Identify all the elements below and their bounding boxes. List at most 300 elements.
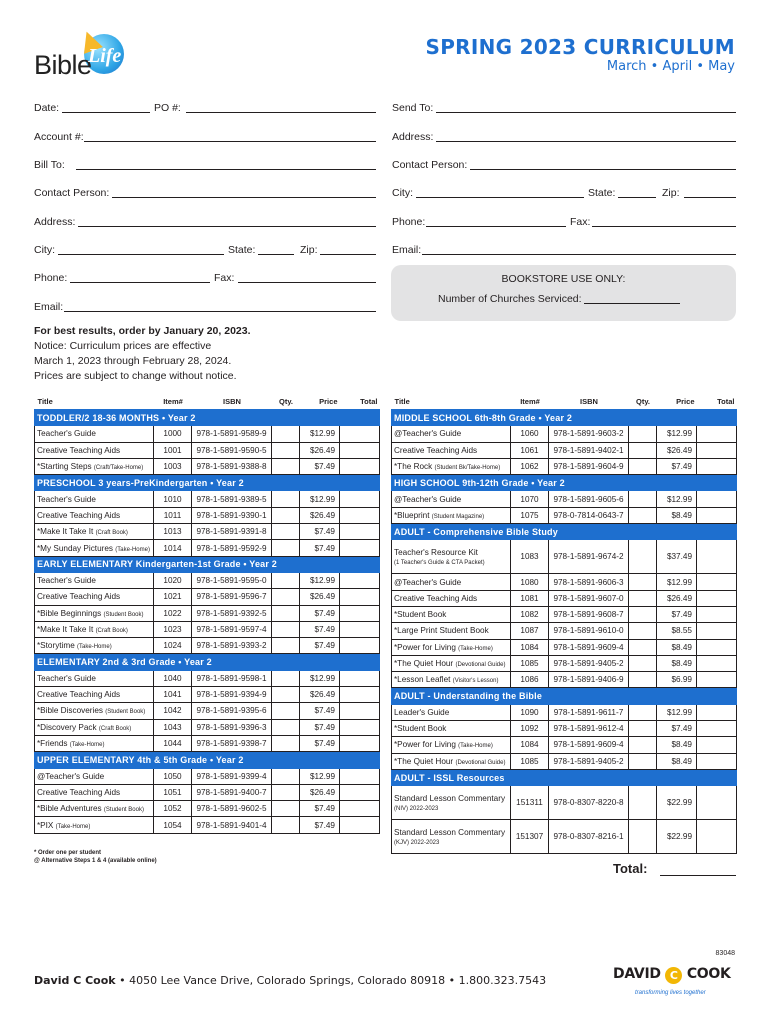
item-number: 151311: [511, 786, 549, 820]
table-row: [392, 786, 737, 820]
qty-input[interactable]: [629, 574, 657, 590]
line-total-input[interactable]: [340, 524, 380, 540]
qty-input[interactable]: [629, 540, 657, 574]
product-title-cell: [35, 735, 154, 751]
city-field[interactable]: [58, 254, 224, 255]
line-total-input[interactable]: [340, 442, 380, 458]
qty-input[interactable]: [272, 491, 300, 507]
qty-input[interactable]: [272, 719, 300, 735]
product-title: *Lesson Leaflet: [394, 675, 451, 685]
david-c-cook-logo: [613, 966, 731, 984]
dc-logo-c: C: [665, 967, 682, 984]
table-row: [392, 606, 737, 622]
table-row: [392, 442, 737, 458]
product-title-cell: [392, 507, 511, 523]
isbn: 978-1-5891-9598-1: [192, 670, 272, 686]
line-total-input[interactable]: [340, 703, 380, 719]
price: $7.49: [657, 606, 697, 622]
ship-fax-label: Fax:: [570, 216, 591, 228]
qty-input[interactable]: [272, 442, 300, 458]
product-note: (Devotional Guide): [455, 662, 506, 668]
col-title: Title: [394, 397, 410, 406]
product-note: (Student Book): [105, 709, 146, 716]
line-total-input[interactable]: [697, 590, 737, 606]
product-note: (Take-Home): [69, 742, 105, 749]
bookstore-title: BOOKSTORE USE ONLY:: [501, 273, 626, 285]
logo-word: Bible: [34, 50, 92, 80]
qty-input[interactable]: [629, 655, 657, 671]
churches-label: Number of Churches Serviced:: [438, 293, 582, 305]
line-total-input[interactable]: [340, 621, 380, 637]
isbn: 978-1-5891-9590-5: [192, 442, 272, 458]
section-heading: ADULT - ISSL Resources: [392, 769, 737, 785]
product-title: Creative Teaching Aids: [37, 510, 121, 520]
product-title-cell: [392, 426, 511, 442]
table-row: [392, 655, 737, 671]
product-title: Creative Teaching Aids: [37, 690, 121, 700]
qty-input[interactable]: [272, 817, 300, 833]
isbn: 978-1-5891-9395-6: [192, 703, 272, 719]
product-title-cell: [392, 590, 511, 606]
product-title: Creative Teaching Aids: [37, 787, 121, 797]
isbn: 978-1-5891-9406-9: [549, 672, 629, 688]
isbn: 978-1-5891-9612-4: [549, 721, 629, 737]
account-label: Account #:: [34, 131, 84, 143]
page-subtitle: March • April • May: [606, 59, 735, 74]
col-isbn: ISBN: [580, 397, 598, 406]
date-field[interactable]: [62, 112, 150, 113]
isbn: 978-1-5891-9393-2: [192, 638, 272, 654]
line-total-input[interactable]: [697, 820, 737, 854]
product-note: (Student Bk/Take-Home): [434, 465, 501, 472]
send-to-label: Send To:: [392, 102, 434, 114]
qty-input[interactable]: [272, 801, 300, 817]
qty-input[interactable]: [629, 737, 657, 753]
item-number: 1020: [154, 572, 192, 588]
product-title: *Power for Living: [394, 642, 456, 652]
zip-field[interactable]: [320, 254, 376, 255]
product-title-cell: [35, 458, 154, 474]
item-number: 1013: [154, 524, 192, 540]
qty-input[interactable]: [272, 589, 300, 605]
isbn: 978-1-5891-9402-1: [549, 442, 629, 458]
table-row: [35, 784, 380, 800]
isbn: 978-1-5891-9400-7: [192, 784, 272, 800]
price: $7.49: [300, 817, 340, 833]
footer-company: David C Cook: [34, 974, 116, 987]
product-title-cell: [392, 639, 511, 655]
line-total-input[interactable]: [340, 801, 380, 817]
product-title: *Student Book: [394, 724, 447, 734]
line-total-input[interactable]: [697, 491, 737, 507]
line-total-input[interactable]: [340, 670, 380, 686]
line-total-input[interactable]: [697, 704, 737, 720]
contact-field[interactable]: [112, 197, 376, 198]
product-title-cell: [35, 540, 154, 556]
isbn: 978-1-5891-9401-4: [192, 817, 272, 833]
state-field[interactable]: [258, 254, 294, 255]
section-header-row: [35, 752, 380, 768]
table-row: [35, 426, 380, 442]
price: $8.55: [657, 623, 697, 639]
product-note: (Take-Home): [55, 823, 91, 830]
line-total-input[interactable]: [340, 572, 380, 588]
line-total-input[interactable]: [340, 426, 380, 442]
section-header-row: [35, 556, 380, 572]
product-title: *The Quiet Hour: [394, 659, 454, 668]
product-title: @Teacher's Guide: [394, 577, 462, 587]
product-title: *Storytime: [37, 641, 75, 651]
phone-field[interactable]: [70, 282, 210, 283]
qty-input[interactable]: [272, 507, 300, 523]
qty-input[interactable]: [629, 753, 657, 769]
line-total-input[interactable]: [340, 784, 380, 800]
item-number: 1054: [154, 817, 192, 833]
section-heading: TODDLER/2 18-36 MONTHS • Year 2: [35, 410, 380, 426]
grand-total-field[interactable]: [660, 875, 736, 876]
qty-input[interactable]: [272, 687, 300, 703]
table-row: [392, 737, 737, 753]
qty-input[interactable]: [272, 735, 300, 751]
price: $26.49: [300, 687, 340, 703]
line-total-input[interactable]: [697, 672, 737, 688]
isbn: 978-1-5891-9390-1: [192, 507, 272, 523]
isbn: 978-1-5891-9603-2: [549, 426, 629, 442]
line-total-input[interactable]: [340, 768, 380, 784]
product-note: (Devotional Guide): [455, 759, 506, 766]
product-title: Teacher's Guide: [37, 576, 96, 586]
item-number: 1041: [154, 687, 192, 703]
product-title-cell: [35, 670, 154, 686]
qty-input[interactable]: [272, 540, 300, 556]
ship-city-field[interactable]: [416, 197, 584, 198]
table-row: [392, 574, 737, 590]
ship-address-field[interactable]: [436, 141, 736, 142]
qty-input[interactable]: [629, 704, 657, 720]
churches-field[interactable]: [584, 303, 680, 304]
price: $12.99: [300, 572, 340, 588]
bill-to-field[interactable]: [76, 169, 376, 170]
price: $7.49: [300, 621, 340, 637]
page-title: SPRING 2023 CURRICULUM: [425, 35, 735, 59]
product-note: (NIV) 2022-2023: [394, 805, 439, 812]
table-row: [35, 735, 380, 751]
line-total-input[interactable]: [340, 817, 380, 833]
line-total-input[interactable]: [697, 786, 737, 820]
isbn: 978-1-5891-9596-7: [192, 589, 272, 605]
section-header-row: [35, 654, 380, 670]
address-label: Address:: [34, 216, 76, 228]
ship-zip-field[interactable]: [684, 197, 736, 198]
isbn: 978-1-5891-9674-2: [549, 540, 629, 574]
qty-input[interactable]: [272, 670, 300, 686]
product-title-cell: [35, 524, 154, 540]
ship-contact-field[interactable]: [470, 169, 736, 170]
qty-input[interactable]: [629, 491, 657, 507]
line-total-input[interactable]: [340, 540, 380, 556]
qty-input[interactable]: [272, 426, 300, 442]
isbn: 978-1-5891-9398-7: [192, 735, 272, 751]
col-item: Item#: [163, 397, 183, 406]
isbn: 978-1-5891-9396-3: [192, 719, 272, 735]
product-title: Creative Teaching Aids: [37, 445, 121, 455]
line-total-input[interactable]: [697, 540, 737, 574]
ship-state-field[interactable]: [618, 197, 656, 198]
dc-logo-right: COOK: [686, 966, 731, 982]
line-total-input[interactable]: [697, 753, 737, 769]
product-title: Creative Teaching Aids: [394, 445, 478, 455]
item-number: 1014: [154, 540, 192, 556]
qty-input[interactable]: [272, 524, 300, 540]
product-note: (KJV) 2022-2023: [394, 839, 440, 846]
table-row: [392, 721, 737, 737]
qty-input[interactable]: [629, 721, 657, 737]
table-row: [35, 768, 380, 784]
col-title: Title: [37, 397, 53, 406]
item-number: 1003: [154, 458, 192, 474]
address-field[interactable]: [78, 226, 376, 227]
product-title-cell: [35, 426, 154, 442]
item-number: 1001: [154, 442, 192, 458]
product-title: *Power for Living: [394, 740, 456, 750]
item-number: 1085: [511, 753, 549, 769]
product-title-cell: [35, 621, 154, 637]
line-total-input[interactable]: [697, 574, 737, 590]
line-total-input[interactable]: [340, 735, 380, 751]
item-number: 1087: [511, 623, 549, 639]
city-label: City:: [34, 244, 55, 256]
line-total-input[interactable]: [697, 623, 737, 639]
line-total-input[interactable]: [340, 589, 380, 605]
table-row: [392, 704, 737, 720]
product-title-cell: [35, 687, 154, 703]
notice-line-2: March 1, 2023 through February 28, 2024.: [34, 355, 232, 367]
product-note: (Craft Book): [95, 530, 128, 537]
section-header-row: [392, 410, 737, 426]
table-row: [35, 589, 380, 605]
price: $26.49: [300, 784, 340, 800]
line-total-input[interactable]: [697, 721, 737, 737]
line-total-input[interactable]: [340, 605, 380, 621]
qty-input[interactable]: [272, 784, 300, 800]
product-title-cell: [35, 784, 154, 800]
product-title: @Teacher's Guide: [394, 494, 462, 504]
table-row: [392, 491, 737, 507]
qty-input[interactable]: [629, 507, 657, 523]
qty-input[interactable]: [272, 768, 300, 784]
price: $7.49: [300, 458, 340, 474]
price: $26.49: [300, 507, 340, 523]
line-total-input[interactable]: [697, 655, 737, 671]
send-to-field[interactable]: [436, 112, 736, 113]
qty-input[interactable]: [272, 605, 300, 621]
line-total-input[interactable]: [340, 638, 380, 654]
dc-tagline: transforming lives together: [635, 990, 706, 996]
ship-zip-label: Zip:: [662, 187, 680, 199]
qty-input[interactable]: [629, 590, 657, 606]
fax-field[interactable]: [238, 282, 376, 283]
zip-label: Zip:: [300, 244, 318, 256]
section-heading: EARLY ELEMENTARY Kindergarten-1st Grade • Year 2: [35, 556, 380, 572]
item-number: 1060: [511, 426, 549, 442]
form-code: 83048: [715, 950, 735, 957]
product-title-cell: [392, 442, 511, 458]
product-note: (Take-Home): [458, 645, 493, 652]
table-row: [392, 820, 737, 854]
product-title: Teacher's Resource Kit: [394, 547, 478, 557]
email-field[interactable]: [64, 311, 376, 312]
product-title-cell: [35, 491, 154, 507]
product-title-cell: [35, 507, 154, 523]
isbn: 978-1-5891-9606-3: [549, 574, 629, 590]
item-number: 1050: [154, 768, 192, 784]
product-title-cell: [35, 605, 154, 621]
col-qty: Qty.: [635, 397, 651, 406]
item-number: 1086: [511, 672, 549, 688]
line-total-input[interactable]: [340, 687, 380, 703]
qty-input[interactable]: [629, 442, 657, 458]
product-title-cell: [35, 442, 154, 458]
line-total-input[interactable]: [697, 458, 737, 474]
qty-input[interactable]: [272, 572, 300, 588]
item-number: 1080: [511, 574, 549, 590]
price: $12.99: [657, 704, 697, 720]
product-title: *Student Book: [394, 610, 447, 620]
table-row: [35, 638, 380, 654]
product-title: *My Sunday Pictures: [37, 543, 113, 553]
section-header-row: [35, 410, 380, 426]
price: $26.49: [300, 442, 340, 458]
item-number: 1090: [511, 704, 549, 720]
price: $7.49: [300, 638, 340, 654]
product-note: (Student Book): [103, 611, 144, 618]
item-number: 1092: [511, 721, 549, 737]
item-number: 1021: [154, 589, 192, 605]
qty-input[interactable]: [629, 639, 657, 655]
product-title-cell: [392, 753, 511, 769]
line-total-input[interactable]: [697, 639, 737, 655]
qty-input[interactable]: [629, 786, 657, 820]
price: $8.49: [657, 753, 697, 769]
product-title: Standard Lesson Commentary: [394, 793, 506, 803]
product-title: *Starting Steps: [37, 462, 92, 472]
item-number: 1075: [511, 507, 549, 523]
product-title: *Friends: [37, 739, 68, 749]
isbn: 978-1-5891-9405-2: [549, 753, 629, 769]
product-title-cell: [35, 801, 154, 817]
price: $26.49: [657, 590, 697, 606]
phone-label: Phone:: [34, 272, 68, 284]
item-number: 1022: [154, 605, 192, 621]
table-row: [35, 703, 380, 719]
bookstore-box: [391, 265, 736, 321]
table-row: [392, 590, 737, 606]
po-field[interactable]: [186, 112, 376, 113]
isbn: 978-1-5891-9605-6: [549, 491, 629, 507]
price: $7.49: [300, 524, 340, 540]
product-note: (Craft Book): [98, 725, 132, 732]
table-row: [35, 524, 380, 540]
isbn: 978-1-5891-9608-7: [549, 606, 629, 622]
state-label: State:: [228, 244, 256, 256]
ship-email-field[interactable]: [422, 254, 736, 255]
qty-input[interactable]: [629, 820, 657, 854]
section-heading: MIDDLE SCHOOL 6th-8th Grade • Year 2: [392, 410, 737, 426]
product-title-cell: [35, 703, 154, 719]
qty-input[interactable]: [629, 458, 657, 474]
line-total-input[interactable]: [697, 507, 737, 523]
table-row: [392, 672, 737, 688]
table-row: [35, 605, 380, 621]
product-title-cell: [392, 458, 511, 474]
notice-line-1: Notice: Curriculum prices are effective: [34, 340, 212, 352]
product-title: *Large Print Student Book: [394, 626, 489, 636]
qty-input[interactable]: [272, 458, 300, 474]
isbn: 978-1-5891-9609-4: [549, 639, 629, 655]
footnotes: [34, 849, 157, 865]
qty-input[interactable]: [272, 638, 300, 654]
qty-input[interactable]: [629, 606, 657, 622]
col-isbn: ISBN: [223, 397, 241, 406]
product-title: *The Rock: [394, 462, 433, 472]
qty-input[interactable]: [629, 672, 657, 688]
col-qty: Qty.: [278, 397, 294, 406]
price: $7.49: [300, 735, 340, 751]
ship-fax-field[interactable]: [592, 226, 736, 227]
email-label: Email:: [34, 301, 64, 313]
footer-address: [34, 974, 546, 987]
qty-input[interactable]: [272, 621, 300, 637]
line-total-input[interactable]: [697, 606, 737, 622]
price: $8.49: [657, 737, 697, 753]
price: $26.49: [657, 442, 697, 458]
isbn: 978-1-5891-9597-4: [192, 621, 272, 637]
product-title-cell: [392, 820, 511, 854]
isbn: 978-1-5891-9399-4: [192, 768, 272, 784]
ship-state-label: State:: [588, 187, 616, 199]
qty-input[interactable]: [629, 426, 657, 442]
price: $7.49: [300, 801, 340, 817]
table-row: [35, 687, 380, 703]
qty-input[interactable]: [272, 703, 300, 719]
line-total-input[interactable]: [697, 426, 737, 442]
product-title-cell: [35, 719, 154, 735]
line-total-input[interactable]: [697, 737, 737, 753]
item-number: 1042: [154, 703, 192, 719]
table-row: [35, 817, 380, 833]
line-total-input[interactable]: [340, 719, 380, 735]
ship-phone-field[interactable]: [426, 226, 566, 227]
product-title: *PIX: [37, 820, 54, 830]
isbn: 978-1-5891-9607-0: [549, 590, 629, 606]
account-field[interactable]: [84, 141, 376, 142]
line-total-input[interactable]: [340, 491, 380, 507]
line-total-input[interactable]: [340, 507, 380, 523]
line-total-input[interactable]: [340, 458, 380, 474]
isbn: 978-1-5891-9595-0: [192, 572, 272, 588]
item-number: 1024: [154, 638, 192, 654]
col-price: Price: [319, 397, 338, 406]
section-header-row: [392, 688, 737, 704]
line-total-input[interactable]: [697, 442, 737, 458]
item-number: 1083: [511, 540, 549, 574]
qty-input[interactable]: [629, 623, 657, 639]
product-title-cell: [392, 672, 511, 688]
item-number: 1023: [154, 621, 192, 637]
item-number: 1044: [154, 735, 192, 751]
col-item: Item#: [520, 397, 540, 406]
item-number: 1011: [154, 507, 192, 523]
